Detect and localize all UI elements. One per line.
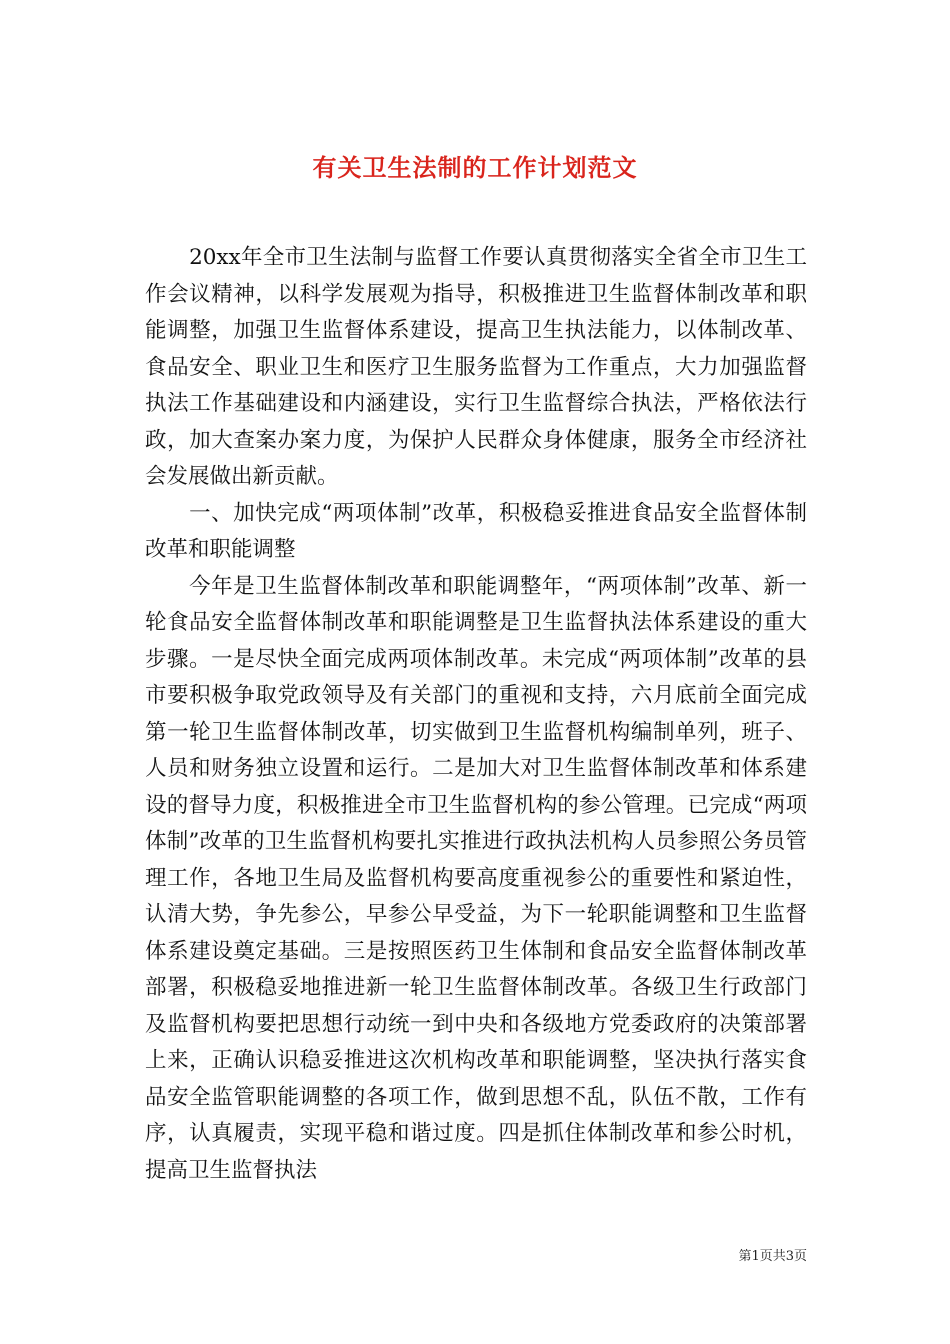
- document-title: 有关卫生法制的工作计划范文: [312, 153, 638, 183]
- document-body: [145, 240, 807, 1189]
- page-number: 第1页共3页: [738, 1249, 807, 1264]
- paragraph-section-1: 今年是卫生监督体制改革和职能调整年，“两项体制”改革、新一轮食品安全监督体制改革和职能调整是卫生监督执法体系建设的重大步骤。一是尽快全面完成两项体制改革。未完成“两项体制”改革的县市要积极争取党政领导及有关部门的重视和支持，六月底前全面完成第一轮卫生监督体制改革，切实做到卫生监督机构编制单列，班子、人员和财务独立设置和运行。二是加大对卫生监督体制改革和体系建设的督导力度，积极推进全市卫生监督机构的参公管理。已完成“两项体制”改革的卫生监督机构要扎实推进行政执法机构人员参照公务员管理工作，各地卫生局及监督机构要高度重视参公的重要性和紧迫性，认清大势，争先参公，早参公早受益，为下一轮职能调整和卫生监督体系建设奠定基础。三是按照医药卫生体制和食品安全监督体制改革部署，积极稳妥地推进新一轮卫生监督体制改革。各级卫生行政部门及监督机构要把思想行动统一到中央和各级地方党委政府的决策部署上来，正确认识稳妥推进这次机构改革和职能调整，坚决执行落实食品安全监管职能调整的各项工作，做到思想不乱，队伍不散，工作有序，认真履责，实现平稳和谐过度。四是抓住体制改革和参公时机，提高卫生监督执法: [145, 573, 807, 1183]
- section-heading-1: 一、加快完成“两项体制”改革，积极稳妥推进食品安全监督体制改革和职能调整: [145, 500, 807, 562]
- paragraph-intro: 20xx年全市卫生法制与监督工作要认真贯彻落实全省全市卫生工作会议精神，以科学发展观为指导，积极推进卫生监督体制改革和职能调整，加强卫生监督体系建设，提高卫生执法能力，以体制改革、食品安全、职业卫生和医疗卫生服务监督为工作重点，大力加强监督执法工作基础建设和内涵建设，实行卫生监督综合执法，严格依法行政，加大查案办案力度，为保护人民群众身体健康，服务全市经济社会发展做出新贡献。: [145, 245, 807, 489]
